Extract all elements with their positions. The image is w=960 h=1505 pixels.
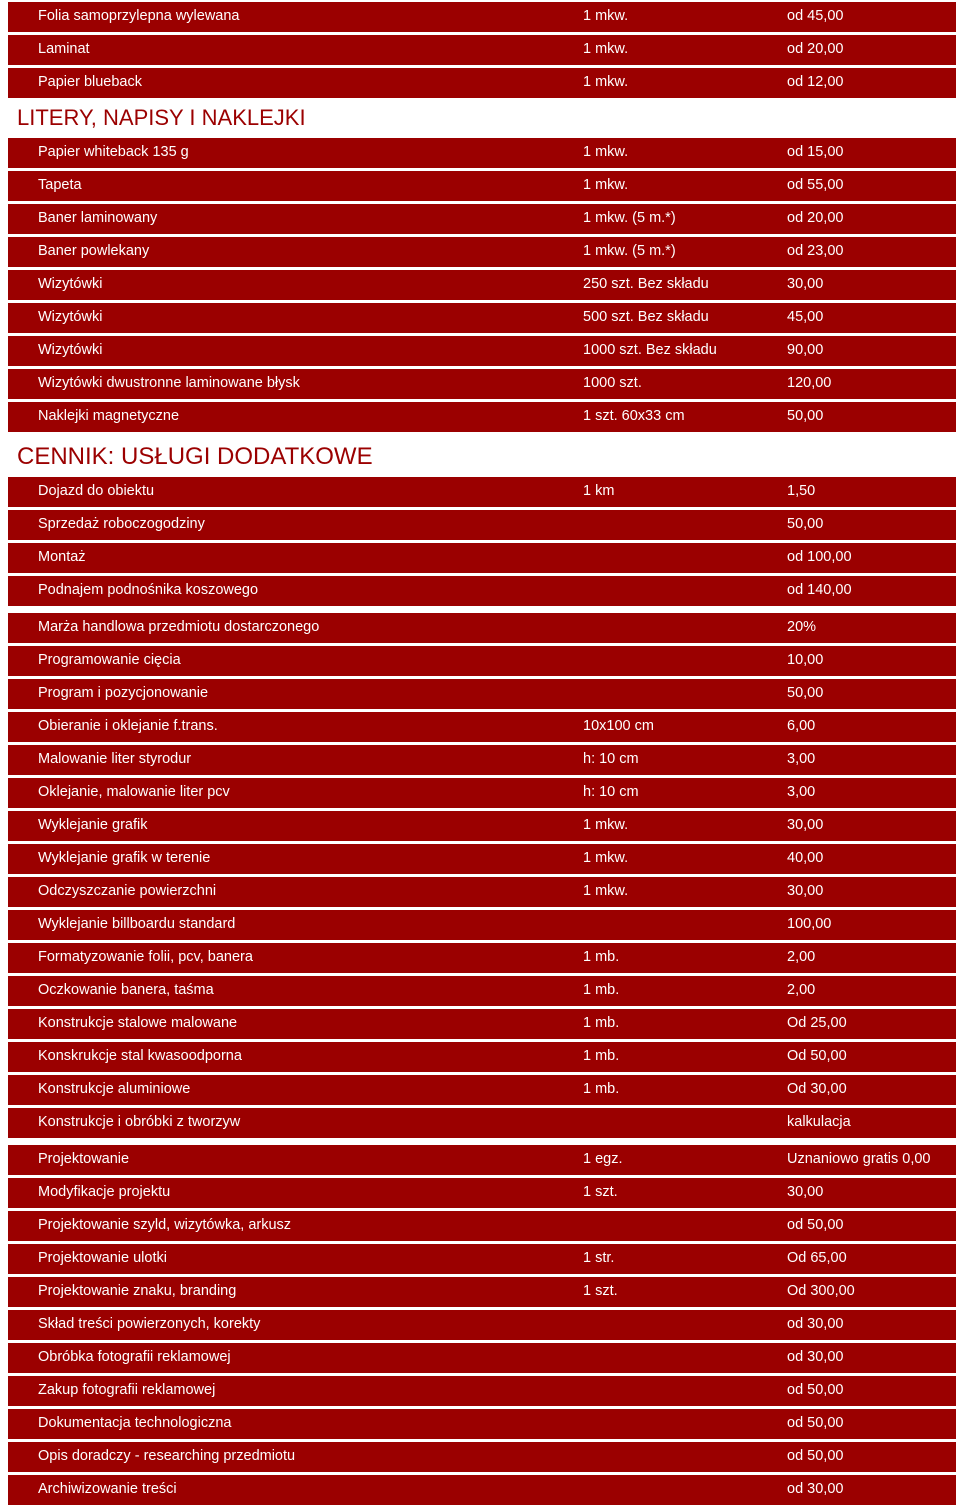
table-row [8, 68, 956, 98]
item-price: 30,00 [787, 276, 824, 292]
table-row [8, 477, 956, 507]
table-row [8, 270, 956, 300]
table-row [8, 877, 956, 907]
table-row [8, 402, 956, 432]
item-name: Laminat [38, 41, 90, 57]
item-name: Podnajem podnośnika koszowego [38, 582, 259, 598]
item-name: Wyklejanie grafik [38, 817, 148, 833]
item-price: 3,00 [787, 784, 816, 800]
item-name: Naklejki magnetyczne [38, 408, 180, 424]
item-unit: 1 szt. [583, 1283, 618, 1299]
item-price: 45,00 [787, 309, 824, 325]
item-name: Wyklejanie grafik w terenie [38, 850, 211, 866]
item-name: Folia samoprzylepna wylewana [38, 8, 240, 24]
table-row [8, 910, 956, 940]
item-unit: 1 szt. 60x33 cm [583, 408, 685, 424]
item-name: Obróbka fotografii reklamowej [38, 1349, 231, 1365]
item-price: kalkulacja [787, 1114, 851, 1130]
item-name: Skład treści powierzonych, korekty [38, 1316, 261, 1332]
item-price: od 140,00 [787, 582, 852, 598]
item-name: Konstrukcje i obróbki z tworzyw [38, 1114, 241, 1130]
table-row [8, 1409, 956, 1439]
item-unit: 1 mb. [583, 1015, 620, 1031]
item-price: 1,50 [787, 483, 816, 499]
table-row [8, 1277, 956, 1307]
item-price: od 30,00 [787, 1316, 844, 1332]
item-unit: 1 mkw. [583, 817, 629, 833]
table-row [8, 336, 956, 366]
table-row [8, 369, 956, 399]
item-price: 2,00 [787, 949, 816, 965]
section-heading-uslugi: CENNIK: USŁUGI DODATKOWE [17, 443, 373, 470]
item-price: Od 30,00 [787, 1081, 847, 1097]
item-price: Od 300,00 [787, 1283, 855, 1299]
item-name: Oczkowanie banera, taśma [38, 982, 214, 998]
item-unit: 1 mkw. [583, 144, 629, 160]
table-row [8, 35, 956, 65]
item-price: 40,00 [787, 850, 824, 866]
item-unit: 500 szt. Bez składu [583, 309, 709, 325]
table-row [8, 613, 956, 643]
item-name: Sprzedaż roboczogodziny [38, 516, 205, 532]
table-row [8, 1343, 956, 1373]
item-price: 20% [787, 619, 817, 635]
table-row [8, 204, 956, 234]
item-name: Baner powlekany [38, 243, 150, 259]
item-unit: 1 szt. [583, 1184, 618, 1200]
item-name: Wizytówki [38, 309, 103, 325]
item-price: 30,00 [787, 1184, 824, 1200]
item-price: od 50,00 [787, 1448, 844, 1464]
item-price: od 50,00 [787, 1217, 844, 1233]
item-name: Wizytówki [38, 342, 103, 358]
item-name: Projektowanie znaku, branding [38, 1283, 237, 1299]
item-unit: h: 10 cm [583, 751, 639, 767]
item-name: Archiwizowanie treści [38, 1481, 177, 1497]
item-price: 6,00 [787, 718, 816, 734]
item-name: Konstrukcje stalowe malowane [38, 1015, 238, 1031]
item-unit: 1 mkw. [583, 8, 629, 24]
item-name: Zakup fotografii reklamowej [38, 1382, 216, 1398]
item-name: Montaż [38, 549, 86, 565]
item-name: Wyklejanie billboardu standard [38, 916, 236, 932]
table-row [8, 712, 956, 742]
table-row [8, 303, 956, 333]
item-name: Projektowanie [38, 1151, 130, 1167]
item-name: Papier blueback [38, 74, 142, 90]
item-unit: 1 mkw. [583, 74, 629, 90]
item-name: Oklejanie, malowanie liter pcv [38, 784, 230, 800]
item-unit: 1 str. [583, 1250, 615, 1266]
table-row [8, 679, 956, 709]
item-unit: 1 mkw. [583, 850, 629, 866]
item-name: Projektowanie szyld, wizytówka, arkusz [38, 1217, 292, 1233]
item-price: 30,00 [787, 817, 824, 833]
table-row [8, 171, 956, 201]
item-price: 50,00 [787, 685, 824, 701]
item-price: od 100,00 [787, 549, 852, 565]
item-name: Malowanie liter styrodur [38, 751, 192, 767]
item-price: od 20,00 [787, 210, 844, 226]
table-row [8, 976, 956, 1006]
table-row [8, 646, 956, 676]
item-name: Marża handlowa przedmiotu dostarczonego [38, 619, 320, 635]
item-price: od 23,00 [787, 243, 844, 259]
item-unit: 1 mkw. [583, 41, 629, 57]
section-heading-litery: LITERY, NAPISY I NAKLEJKI [17, 105, 306, 130]
item-name: Papier whiteback 135 g [38, 144, 189, 160]
item-name: Odczyszczanie powierzchni [38, 883, 217, 899]
item-name: Program i pozycjonowanie [38, 685, 209, 701]
item-unit: 1000 szt. [583, 375, 642, 391]
item-name: Baner laminowany [38, 210, 158, 226]
table-row [8, 1211, 956, 1241]
table-row [8, 1442, 956, 1472]
table-row [8, 1244, 956, 1274]
item-name: Wizytówki [38, 276, 103, 292]
item-name: Dokumentacja technologiczna [38, 1415, 232, 1431]
table-row [8, 1178, 956, 1208]
item-name: Konstrukcje aluminiowe [38, 1081, 191, 1097]
item-unit: 10x100 cm [583, 718, 654, 734]
item-price: od 55,00 [787, 177, 844, 193]
item-price: 100,00 [787, 916, 832, 932]
item-price: 120,00 [787, 375, 832, 391]
table-row [8, 943, 956, 973]
item-price: od 45,00 [787, 8, 844, 24]
item-price: od 20,00 [787, 41, 844, 57]
item-price: 90,00 [787, 342, 824, 358]
item-unit: 1 mkw. (5 m.*) [583, 210, 676, 226]
table-row [8, 1042, 956, 1072]
item-unit: 250 szt. Bez składu [583, 276, 709, 292]
item-price: 3,00 [787, 751, 816, 767]
item-unit: 1 km [583, 483, 615, 499]
item-price: Od 25,00 [787, 1015, 847, 1031]
item-price: Uznaniowo gratis 0,00 [787, 1151, 931, 1167]
item-name: Obieranie i oklejanie f.trans. [38, 718, 218, 734]
item-unit: 1 mkw. (5 m.*) [583, 243, 676, 259]
item-price: 30,00 [787, 883, 824, 899]
table-row [8, 1475, 956, 1505]
table-row [8, 745, 956, 775]
item-name: Projektowanie ulotki [38, 1250, 167, 1266]
item-name: Tapeta [38, 177, 82, 193]
table-row [8, 778, 956, 808]
item-name: Wizytówki dwustronne laminowane błysk [38, 375, 300, 391]
item-name: Konskrukcje stal kwasoodporna [38, 1048, 242, 1064]
item-price: od 12,00 [787, 74, 844, 90]
table-row [8, 1009, 956, 1039]
item-unit: 1 mb. [583, 949, 620, 965]
table-row [8, 510, 956, 540]
table-row [8, 1108, 956, 1138]
item-price: Od 50,00 [787, 1048, 847, 1064]
item-unit: 1 mb. [583, 982, 620, 998]
table-row [8, 543, 956, 573]
table-row [8, 2, 956, 32]
item-name: Opis doradczy - researching przedmiotu [38, 1448, 296, 1464]
table-row [8, 1145, 956, 1175]
item-unit: 1 mb. [583, 1081, 620, 1097]
table-row [8, 1376, 956, 1406]
item-price: 2,00 [787, 982, 816, 998]
table-row [8, 844, 956, 874]
table-row [8, 1075, 956, 1105]
item-name: Formatyzowanie folii, pcv, banera [38, 949, 253, 965]
table-row [8, 237, 956, 267]
item-unit: h: 10 cm [583, 784, 639, 800]
table-row [8, 811, 956, 841]
table-row [8, 576, 956, 606]
item-name: Programowanie cięcia [38, 652, 181, 668]
item-unit: 1 mkw. [583, 177, 629, 193]
table-row [8, 1310, 956, 1340]
item-name: Modyfikacje projektu [38, 1184, 171, 1200]
item-name: Dojazd do obiektu [38, 483, 155, 499]
item-unit: 1 mkw. [583, 883, 629, 899]
item-price: od 50,00 [787, 1415, 844, 1431]
item-price: od 30,00 [787, 1481, 844, 1497]
item-unit: 1000 szt. Bez składu [583, 342, 717, 358]
item-price: od 30,00 [787, 1349, 844, 1365]
item-price: 10,00 [787, 652, 824, 668]
item-price: 50,00 [787, 516, 824, 532]
item-unit: 1 mb. [583, 1048, 620, 1064]
table-row [8, 138, 956, 168]
item-price: 50,00 [787, 408, 824, 424]
item-price: od 15,00 [787, 144, 844, 160]
item-price: Od 65,00 [787, 1250, 847, 1266]
item-unit: 1 egz. [583, 1151, 623, 1167]
item-price: od 50,00 [787, 1382, 844, 1398]
